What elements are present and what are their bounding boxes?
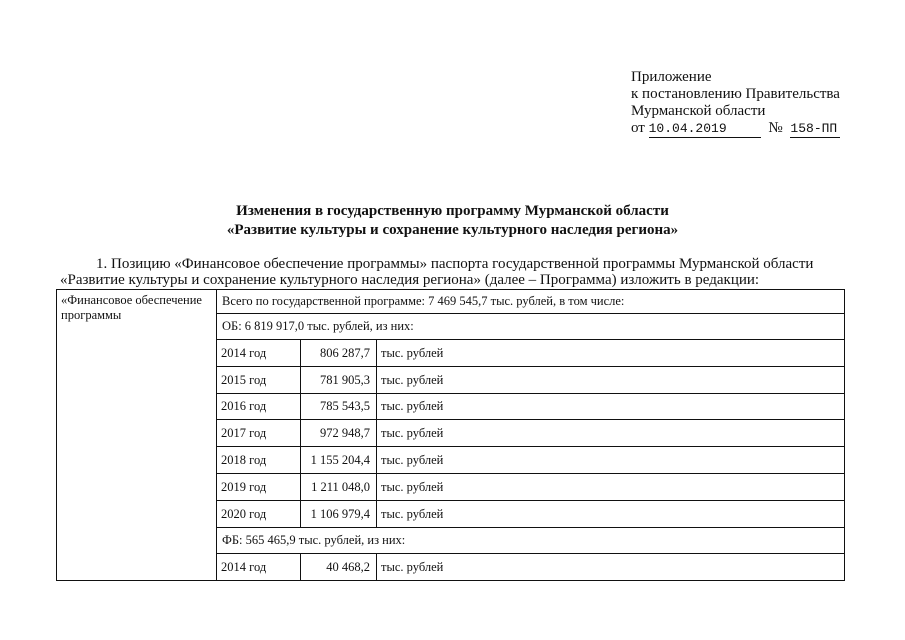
unit-cell: тыс. рублей (377, 367, 845, 394)
decree-date: 10.04.2019 (649, 120, 761, 138)
title-line-2: «Развитие культуры и сохранение культурного наследия региона» (226, 222, 679, 238)
year-cell: 2015 год (217, 367, 301, 394)
unit-cell: тыс. рублей (377, 474, 845, 501)
date-prefix: от (631, 120, 645, 136)
unit-cell: тыс. рублей (377, 394, 845, 420)
year-cell: 2018 год (217, 447, 301, 474)
table-row (57, 290, 845, 314)
amount-cell: 1 155 204,4 (301, 447, 377, 474)
total-funding: Всего по государственной программе: 7 469 545,7 тыс. рублей, в том числе: (217, 290, 845, 314)
year-cell: 2019 год (217, 474, 301, 501)
header-decree: к постановлению Правительства (631, 86, 840, 102)
unit-cell: тыс. рублей (377, 554, 845, 581)
amount-cell: 806 287,7 (301, 340, 377, 367)
paragraph-line-1: 1. Позицию «Финансовое обеспечение программы» паспорта государственной программы Мурманской области (96, 256, 814, 272)
decree-number: 158-ПП (790, 120, 840, 138)
year-cell: 2014 год (217, 554, 301, 581)
financing-label: «Финансовое обеспечение программы (57, 290, 217, 581)
header-appendix: Приложение (631, 69, 712, 85)
amount-cell: 781 905,3 (301, 367, 377, 394)
unit-cell: тыс. рублей (377, 501, 845, 528)
year-cell: 2020 год (217, 501, 301, 528)
amount-cell: 1 211 048,0 (301, 474, 377, 501)
funding-table (56, 289, 845, 581)
ob-header: ОБ: 6 819 917,0 тыс. рублей, из них: (217, 314, 845, 340)
body-paragraph (60, 256, 846, 288)
document-title (0, 202, 905, 240)
header-region: Мурманской области (631, 103, 766, 119)
unit-cell: тыс. рублей (377, 420, 845, 447)
header-date-line (631, 120, 840, 138)
amount-cell: 785 543,5 (301, 394, 377, 420)
year-cell: 2017 год (217, 420, 301, 447)
title-line-1: Изменения в государственную программу Мурманской области (236, 203, 669, 219)
unit-cell: тыс. рублей (377, 340, 845, 367)
year-cell: 2016 год (217, 394, 301, 420)
year-cell: 2014 год (217, 340, 301, 367)
amount-cell: 1 106 979,4 (301, 501, 377, 528)
amount-cell: 40 468,2 (301, 554, 377, 581)
unit-cell: тыс. рублей (377, 447, 845, 474)
paragraph-line-2: «Развитие культуры и сохранение культурного наследия региона» (далее – Программа) изложить в редакции: (60, 272, 760, 288)
number-prefix: № (768, 120, 783, 136)
amount-cell: 972 948,7 (301, 420, 377, 447)
fb-header: ФБ: 565 465,9 тыс. рублей, из них: (217, 528, 845, 554)
